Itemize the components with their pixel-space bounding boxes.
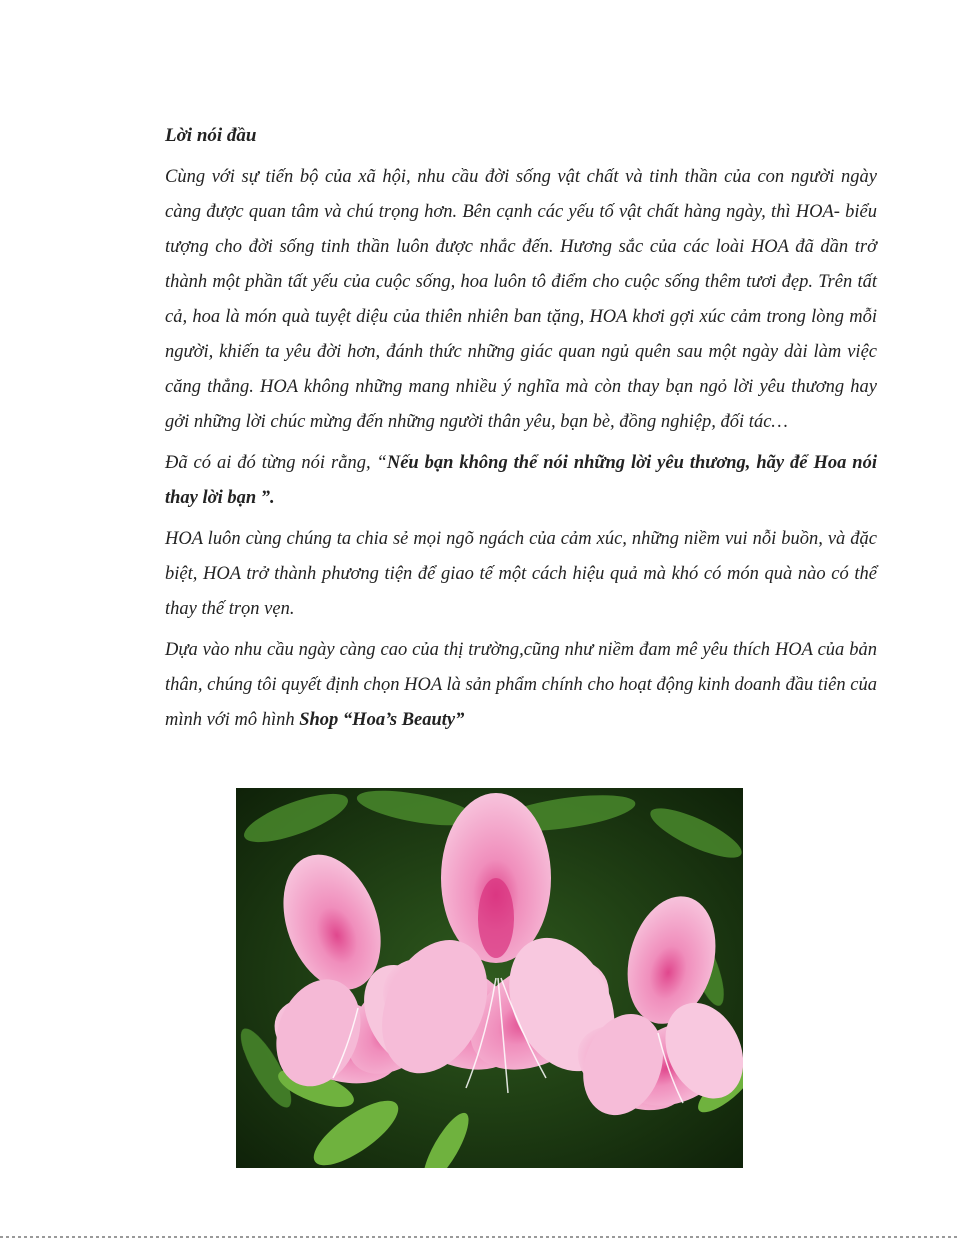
document-body (165, 118, 877, 744)
paragraph-quote (165, 446, 877, 516)
paragraph-intro (165, 160, 877, 440)
shop-name: Shop “Hoa’s Beauty” (299, 710, 465, 730)
paragraph-text: HOA luôn cùng chúng ta chia sẻ mọi ngõ ngách của cảm xúc, những niềm vui nỗi buồn, và đặc biệt, HOA trở thành phương tiện để giao tế một cách hiệu quả mà khó có món quà nào có thể thay thế trọn vẹn. (165, 529, 877, 619)
document-heading: Lời nói đầu (165, 125, 257, 146)
paragraph-business (165, 633, 877, 738)
azalea-photo (236, 788, 743, 1168)
paragraph-text: Cùng với sự tiến bộ của xã hội, nhu cầu đời sống vật chất và tinh thần của con người ngày càng được quan tâm và chú trọng hơn. Bên cạnh các yếu tố vật chất hàng ngày, thì HOA- biểu tượng cho đời sống tinh thần luôn được nhắc đến. Hương sắc của các loài HOA đã dần trở thành một phần tất yếu của cuộc sống, hoa luôn tô điểm cho cuộc sống thêm tươi đẹp. Trên tất cả, hoa là món quà tuyệt diệu của thiên nhiên ban tặng, HOA khơi gợi xúc cảm trong lòng mỗi người, khiến ta yêu đời hơn, đánh thức những giác quan ngủ quên sau một ngày dài làm việc căng thẳng. HOA không những mang nhiều ý nghĩa mà còn thay bạn ngỏ lời yêu thương hay gởi những lời chúc mừng đến những người thân yêu, bạn bè, đồng nghiệp, đối tác… (165, 167, 877, 432)
paragraph-emotion (165, 522, 877, 627)
business-lead: Dựa vào nhu cầu ngày càng cao của thị trường,cũng như niềm đam mê yêu thích HOA của bản thân, chúng tôi quyết định chọn HOA là sản phẩm chính cho hoạt động kinh doanh đầu tiên của mình với mô hình (165, 640, 877, 730)
quote-lead: Đã có ai đó từng nói rằng, “ (165, 453, 387, 473)
page-bottom-rule (0, 1236, 958, 1238)
flower-illustration (236, 788, 743, 1168)
quote-bold: Nếu bạn không thể nói những lời yêu thương, hãy để Hoa nói thay lời bạn ”. (165, 453, 877, 508)
